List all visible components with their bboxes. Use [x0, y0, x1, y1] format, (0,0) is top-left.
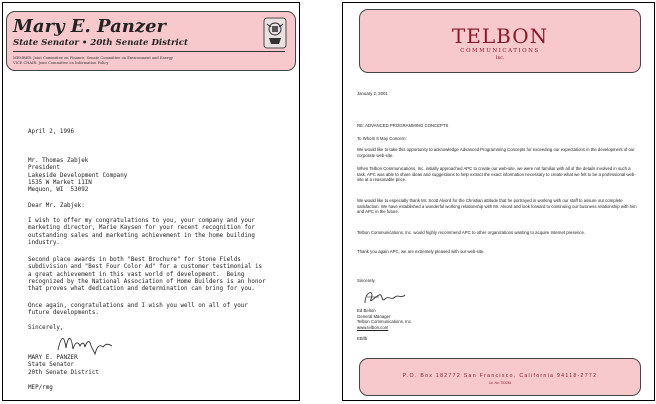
telbon-logo-subtitle: COMMUNICATIONS — [460, 48, 540, 54]
letterhead-divider — [13, 51, 285, 52]
recipient-line: President — [28, 165, 60, 172]
reference-initials: EB/lb — [357, 336, 368, 341]
belton-signature — [361, 285, 411, 309]
panzer-signature — [55, 328, 115, 358]
letterhead-committees: MEMBER: Joint Committee on Finance; Senate Committee on Environment and Energy — [13, 56, 173, 60]
body-paragraph: Thank you again APC, we are extremely pleased with our web-site. — [357, 249, 485, 254]
recipient-line: Mr. Thomas Zabjek — [28, 158, 89, 164]
panzer-letterhead — [6, 11, 296, 71]
body-paragraph: Once again, congratulations and I wish you well on all of your future developments. — [28, 303, 248, 317]
body-paragraph: When Telbon Communications, Inc. initially approached APC to create our web-site, we were not familiar with all of the details involved in such a task. APC was able to share ideas and suggestions to help extract the exact information necessary to create what we felt to be a professional web-site at a reasonable price. — [357, 166, 636, 183]
state-seal-icon — [262, 17, 288, 49]
signatory-line: Ed Belton — [357, 308, 376, 313]
recipient-line: Lakeside Development Company — [28, 172, 128, 179]
body-paragraph: We would like to especially thank Mr. Scott Alvord for the Christian attitude that he portrayed in working with our staff to assure our complete satisfaction. We have established a wonderful working relationship with Mr. Alvord and look forward to continuing our business relationship with him and APC in the future. — [357, 198, 637, 215]
telbon-letter — [342, 2, 655, 401]
telbon-logo-inc: Inc. — [495, 56, 505, 61]
letterhead-vice-chair: VICE CHAIR: Joint Committee on Information Policy — [13, 61, 109, 65]
letter-date: April 2, 1996 — [28, 129, 75, 135]
salutation: Dear Mr. Zabjek: — [28, 203, 85, 209]
letterhead-name: Mary E. Panzer — [13, 16, 167, 37]
reference-initials: MEP/rmg — [28, 385, 53, 391]
telbon-logo: TELBON — [451, 24, 549, 48]
footer-address: P.O. Box 182772 San Francisco, California 94118-2772 — [402, 373, 598, 379]
footer-license: Lic. No. 753248 — [488, 381, 512, 385]
body-paragraph: Telbon Communications, Inc. would highly recommend APC to other organizations wanting to acquire Internet presence. — [357, 230, 586, 235]
letterhead-title: State Senator • 20th Senate District — [13, 38, 188, 48]
body-paragraph: Second place awards in both "Best Brochure" for Stone Fields subdivision and "Best Four Color Ad" for a customer testimonial is a great achievement in this vast world of development. Being recognized by the National Association of Home Builders is an honor that proves what dedication and determination can bring for you. — [28, 257, 266, 293]
recipient-line: Mequon, WI 53092 — [28, 187, 89, 194]
closing: Sincerely, — [28, 325, 64, 331]
salutation: To Whom It May Concern: — [357, 136, 407, 141]
signatory-line: Telbon Communications, Inc. — [357, 319, 413, 325]
recipient-line: 1535 W Market 11IN — [28, 179, 92, 186]
body-paragraph: I wish to offer my congratulations to you, your company and your marketing director, Marie Kaysen for your recent recognition for outstanding sales and marketing achievement in the home building industry. — [28, 218, 255, 246]
signatory-line: State Senator — [28, 362, 75, 369]
panzer-letter — [2, 2, 300, 401]
signatory-line: General Manager — [357, 313, 391, 319]
letter-date: January 2, 2001 — [357, 91, 388, 96]
body-paragraph: We would like to take this opportunity to acknowledge Advanced Programming Concepts for exceeding our expectations in the development of our corporate web-site. — [357, 147, 635, 158]
subject-line: RE: ADVANCED PROGRAMMING CONCEPTS — [357, 123, 449, 128]
telbon-letterhead — [359, 9, 641, 73]
signatory-line: 20th Senate District — [28, 369, 99, 376]
signatory-line: MARY E. PANZER — [28, 355, 78, 361]
website-link[interactable]: www.telbon.com — [357, 324, 389, 330]
closing: Sincerely, — [357, 278, 376, 283]
telbon-footer — [359, 358, 641, 396]
